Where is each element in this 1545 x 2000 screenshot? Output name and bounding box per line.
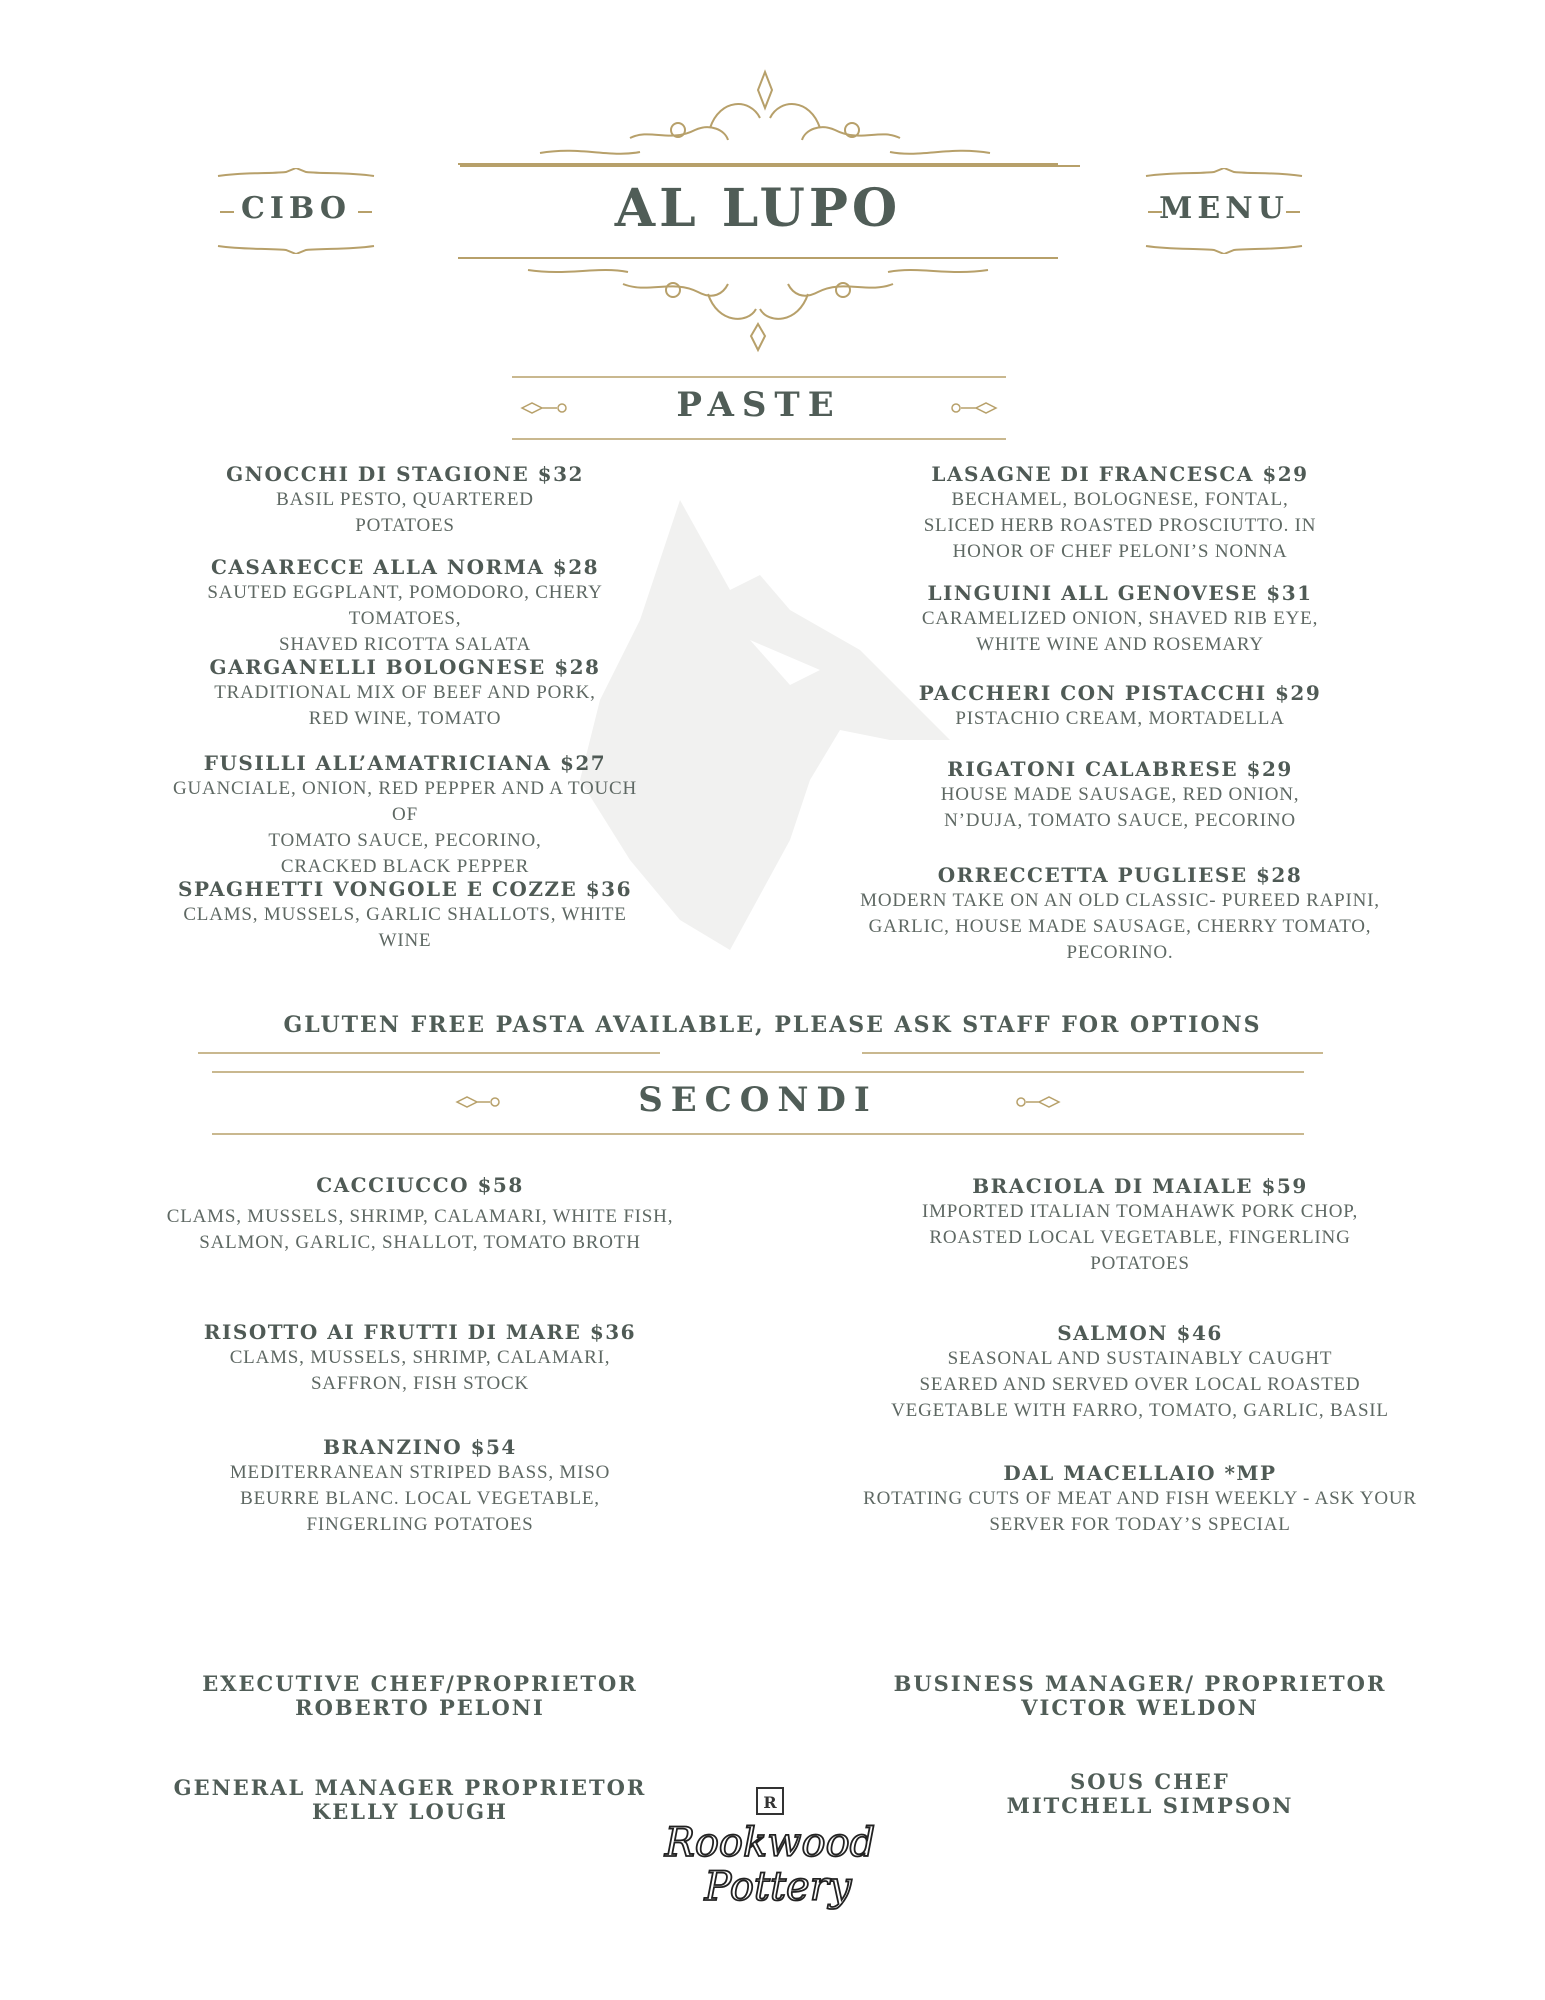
item-description: SAUTED EGGPLANT, POMODORO, CHERY TOMATOES, SHAVED RICOTTA SALATA	[207, 582, 603, 655]
item-name: LINGUINI ALL GENOVESE $31	[927, 581, 1313, 605]
svg-text:R: R	[763, 1793, 777, 1812]
item-description: CLAMS, MUSSELS, SHRIMP, CALAMARI, SAFFRON, FISH STOCK	[229, 1347, 611, 1394]
item-description: BASIL PESTO, QUARTERED POTATOES	[276, 489, 534, 536]
secondi-item	[160, 1319, 680, 1397]
item-name: CACCIUCCO $58	[316, 1173, 524, 1197]
pasta-item	[160, 554, 650, 658]
item-name: PACCHERI CON PISTACCHI $29	[918, 681, 1322, 705]
pasta-item	[160, 750, 650, 880]
item-description: PISTACHIO CREAM, MORTADELLA	[955, 708, 1285, 729]
staff-credit	[880, 1672, 1400, 1720]
staff-role: SOUS CHEF	[1070, 1769, 1230, 1794]
paste-heading: PASTE	[676, 385, 842, 425]
staff-credit	[160, 1672, 680, 1720]
gluten-free-note: GLUTEN FREE PASTA AVAILABLE, PLEASE ASK STAFF FOR OPTIONS	[283, 1012, 1262, 1038]
item-description: CARAMELIZED ONION, SHAVED RIB EYE, WHITE WINE AND ROSEMARY	[921, 608, 1319, 655]
bottom-ornament	[458, 254, 1058, 354]
svg-text:Rookwood: Rookwood	[664, 1820, 876, 1866]
staff-credit	[150, 1776, 670, 1824]
staff-person: VICTOR WELDON	[1021, 1695, 1259, 1720]
top-ornament	[460, 68, 1080, 168]
staff-person: MITCHELL SIMPSON	[1006, 1793, 1294, 1818]
item-name: BRACIOLA DI MAIALE $59	[972, 1174, 1308, 1198]
pasta-item	[840, 756, 1400, 834]
item-name: RISOTTO AI FRUTTI DI MARE $36	[203, 1320, 637, 1344]
item-description: ROTATING CUTS OF MEAT AND FISH WEEKLY - ASK YOUR SERVER FOR TODAY’S SPECIAL	[863, 1488, 1417, 1535]
item-description: IMPORTED ITALIAN TOMAHAWK PORK CHOP, ROASTED LOCAL VEGETABLE, FINGERLING POTATOES	[921, 1201, 1359, 1274]
title-rule-top	[458, 160, 1058, 168]
staff-person: KELLY LOUGH	[312, 1799, 508, 1824]
restaurant-title: AL LUPO	[614, 178, 902, 239]
item-name: LASAGNE DI FRANCESCA $29	[931, 462, 1309, 486]
svg-text:Pottery: Pottery	[704, 1864, 852, 1910]
item-description: MEDITERRANEAN STRIPED BASS, MISO BEURRE BLANC. LOCAL VEGETABLE, FINGERLING POTATOES	[229, 1462, 611, 1535]
item-description: BECHAMEL, BOLOGNESE, FONTAL, SLICED HERB ROASTED PROSCIUTTO. IN HONOR OF CHEF PELONI’S NONNA	[923, 489, 1317, 562]
pasta-item	[840, 680, 1400, 732]
item-description: MODERN TAKE ON AN OLD CLASSIC- PUREED RAPINI, GARLIC, HOUSE MADE SAUSAGE, CHERRY TOMATO, PECORINO.	[860, 890, 1380, 963]
secondi-item	[160, 1434, 680, 1538]
item-name: CASARECCE ALLA NORMA $28	[210, 555, 600, 579]
note-underline	[198, 1050, 1323, 1056]
secondi-item	[840, 1460, 1440, 1538]
item-description: TRADITIONAL MIX OF BEEF AND PORK, RED WINE, TOMATO	[214, 682, 596, 729]
staff-role: BUSINESS MANAGER/ PROPRIETOR	[893, 1671, 1387, 1696]
item-description: CLAMS, MUSSELS, GARLIC SHALLOTS, WHITE WINE	[183, 904, 627, 951]
pasta-item	[840, 862, 1400, 966]
staff-credit	[890, 1770, 1410, 1818]
rookwood-pottery-logo	[660, 1786, 880, 1916]
secondi-heading: SECONDI	[638, 1080, 878, 1120]
item-name: SPAGHETTI VONGOLE E COZZE $36	[178, 877, 632, 901]
secondi-item	[160, 1172, 680, 1256]
cibo-label: CIBO	[241, 191, 351, 226]
pasta-item	[160, 654, 650, 732]
item-name: GNOCCHI DI STAGIONE $32	[226, 462, 584, 486]
item-name: ORRECCETTA PUGLIESE $28	[937, 863, 1303, 887]
menu-label: MENU	[1159, 191, 1289, 226]
staff-person: ROBERTO PELONI	[295, 1695, 545, 1720]
pasta-item	[840, 461, 1400, 565]
item-name: GARGANELLI BOLOGNESE $28	[209, 655, 601, 679]
item-description: SEASONAL AND SUSTAINABLY CAUGHT SEARED AND SERVED OVER LOCAL ROASTED VEGETABLE WITH FARRO, TOMATO, GARLIC, BASIL	[891, 1348, 1389, 1421]
staff-role: GENERAL MANAGER PROPRIETOR	[173, 1775, 647, 1800]
item-description: GUANCIALE, ONION, RED PEPPER AND A TOUCH OF TOMATO SAUCE, PECORINO, CRACKED BLACK PEPPER	[172, 778, 638, 877]
item-name: FUSILLI ALL’AMATRICIANA $27	[203, 751, 607, 775]
pasta-item	[160, 461, 650, 539]
item-name: DAL MACELLAIO *MP	[1003, 1461, 1277, 1485]
item-name: RIGATONI CALABRESE $29	[947, 757, 1293, 781]
pasta-item	[160, 876, 650, 954]
item-name: SALMON $46	[1057, 1321, 1223, 1345]
pasta-item	[840, 580, 1400, 658]
item-description: CLAMS, MUSSELS, SHRIMP, CALAMARI, WHITE FISH, SALMON, GARLIC, SHALLOT, TOMATO BROTH	[166, 1206, 674, 1253]
secondi-item	[840, 1320, 1440, 1424]
secondi-item	[840, 1173, 1440, 1277]
staff-role: EXECUTIVE CHEF/PROPRIETOR	[202, 1671, 638, 1696]
item-name: BRANZINO $54	[323, 1435, 517, 1459]
item-description: HOUSE MADE SAUSAGE, RED ONION, N’DUJA, TOMATO SAUCE, PECORINO	[940, 784, 1300, 831]
